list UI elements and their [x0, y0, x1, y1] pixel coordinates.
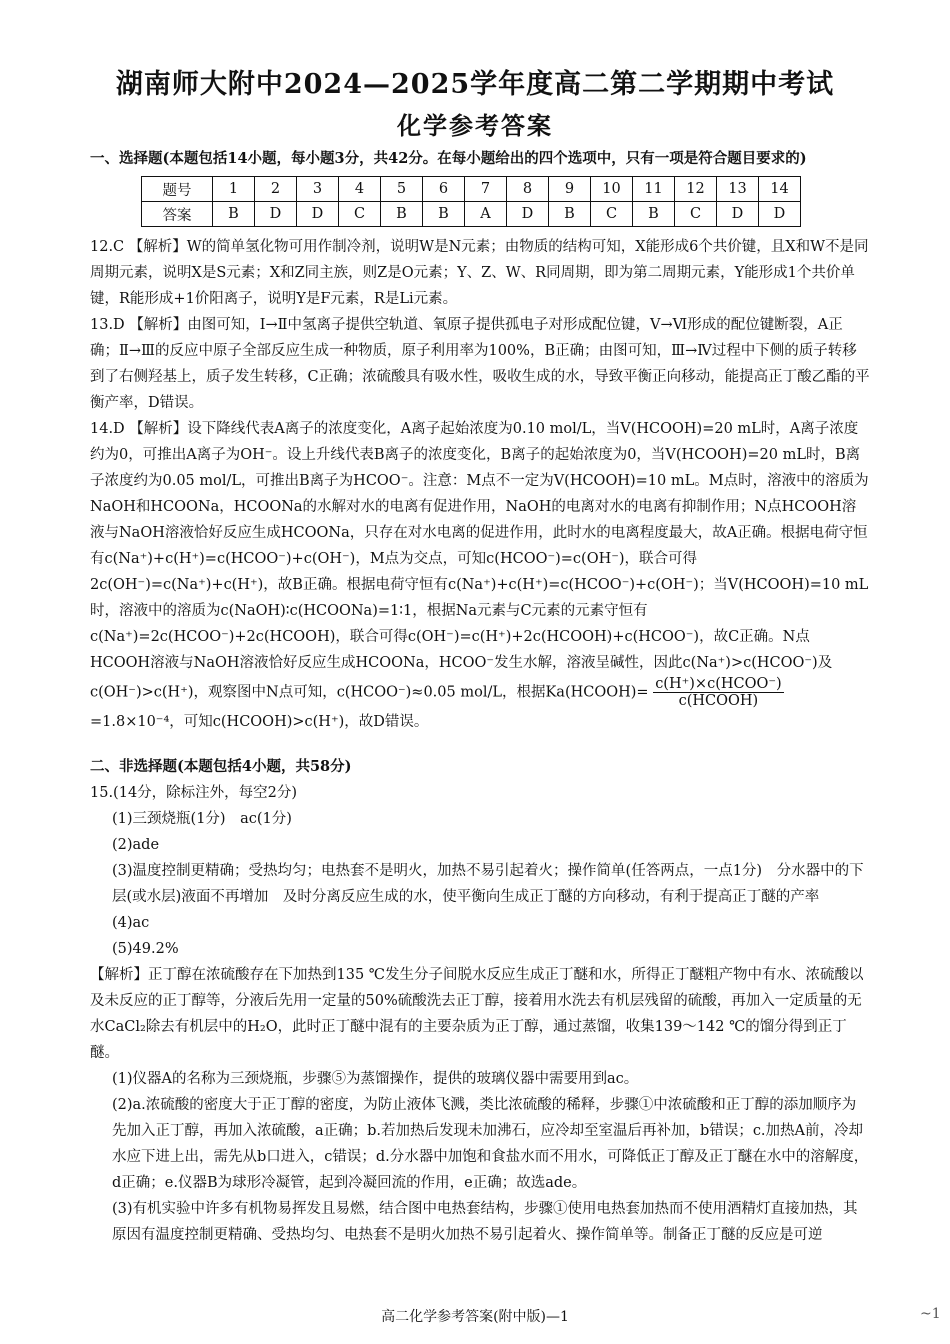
q12-explanation: 12.C 【解析】W的简单氢化物可用作制冷剂，说明W是N元素；由物质的结构可知，X能形成6个共价键，且X和W不是同周期元素，说明X是S元素；X和Z同主族，则Z是O元素；Y、Z、W、R同周期，即为第二周期元素，Y能形成1个共价单键，R能形成+1价阳离子，说明Y是F元素，R是Li元素。: [90, 239, 869, 307]
question-number-label: 题号: [142, 177, 213, 202]
q15-explanation-3: (3)有机实验中许多有机物易挥发且易燃，结合图中电热套结构，步骤①使用电热套加热而不使用酒精灯直接加热，其原因有温度控制更精确、受热均匀、电热套不是明火加热不易引起着火、操作简单等。制备正丁醚的反应是可逆: [112, 1201, 858, 1243]
fraction-denominator: c(HCOOH): [678, 693, 759, 709]
question-number: 1: [213, 177, 255, 202]
answer-cell: A: [465, 202, 507, 227]
answer-label: 答案: [142, 202, 213, 227]
answer-cell: B: [633, 202, 675, 227]
answer-cell: D: [255, 202, 297, 227]
q15-explanation-2: (2)a.浓硫酸的密度大于正丁醇的密度，为防止液体飞溅，类比浓硫酸的稀释，步骤①中浓硫酸和正丁醇的添加顺序为先加入正丁醇，再加入浓硫酸，a正确；b.若加热后发现未加沸石，应冷却至室温后再补加，b错误；c.加热A前，冷却水应下进上出，需先从b口进入，c错误；d.分水器中加饱和食盐水而不用水，可降低正丁醇及正丁醚在水中的溶解度，d正确；e.仪器B为球形冷凝管，起到冷凝回流的作用，e正确；故选ade。: [112, 1097, 869, 1191]
question-number: 13: [717, 177, 759, 202]
ka-fraction: [653, 676, 784, 709]
q15-answer-4: (4)ac: [112, 915, 150, 931]
answer-table-header-row: [142, 177, 801, 202]
page-footer: 高二化学参考答案(附中版)—1: [381, 1309, 569, 1325]
question-number: 5: [381, 177, 423, 202]
answer-cell: C: [675, 202, 717, 227]
question-number: 6: [423, 177, 465, 202]
question-number: 9: [549, 177, 591, 202]
answer-cell: B: [381, 202, 423, 227]
answer-cell: D: [507, 202, 549, 227]
answer-cell: D: [297, 202, 339, 227]
q15-answer-1: (1)三颈烧瓶(1分) ac(1分): [112, 811, 292, 827]
fraction-numerator: c(H⁺)×c(HCOO⁻): [655, 676, 782, 692]
question-number: 4: [339, 177, 381, 202]
question-number: 8: [507, 177, 549, 202]
q15-answer-5: (5)49.2%: [112, 941, 179, 957]
q15-analysis: 【解析】正丁醇在浓硫酸存在下加热到135 ℃发生分子间脱水反应生成正丁醚和水，所得正丁醚粗产物中有水、浓硫酸以及未反应的正丁醇等，分液后先用一定量的50%硫酸洗去正丁醇，接着用水洗去有机层残留的硫酸，再加入一定质量的无水CaCl₂除去有机层中的H₂O，此时正丁醚中混有的主要杂质为正丁醇，通过蒸馏，收集139～142 ℃的馏分得到正丁醚。: [90, 967, 864, 1061]
answer-table: [141, 176, 801, 227]
question-number: 14: [759, 177, 801, 202]
answer-cell: D: [717, 202, 759, 227]
q15-block: [90, 780, 870, 1248]
question-number: 7: [465, 177, 507, 202]
answer-cell: C: [339, 202, 381, 227]
answer-cell: B: [213, 202, 255, 227]
q13-explanation: 13.D 【解析】由图可知，Ⅰ→Ⅱ中氢离子提供空轨道、氧原子提供孤电子对形成配位键，Ⅴ→Ⅵ形成的配位键断裂，A正确；Ⅱ→Ⅲ的反应中原子全部反应生成一种物质，原子利用率为100%，B正确；由图可知，Ⅲ→Ⅳ过程中下侧的质子转移到了右侧羟基上，质子发生转移，C正确；浓硫酸具有吸水性，吸收生成的水，导致平衡正向移动，能提高正丁酸乙酯的平衡产率，D错误。: [90, 317, 870, 411]
question-number: 11: [633, 177, 675, 202]
question-number: 10: [591, 177, 633, 202]
question-number: 2: [255, 177, 297, 202]
answer-cell: B: [549, 202, 591, 227]
section-2-heading: 二、非选择题(本题包括4小题，共58分): [90, 758, 352, 775]
answer-cell: B: [423, 202, 465, 227]
q14-tail: =1.8×10⁻⁴，可知c(HCOOH)>c(H⁺)，故D错误。: [90, 714, 429, 730]
answer-cell: C: [591, 202, 633, 227]
section-1-heading: 一、选择题(本题包括14小题，每小题3分，共42分。在每小题给出的四个选项中，只有一项是符合题目要求的): [90, 150, 807, 167]
q15-answer-2: (2)ade: [112, 837, 160, 853]
answer-table-answer-row: [142, 202, 801, 227]
question-number: 3: [297, 177, 339, 202]
answer-cell: D: [759, 202, 801, 227]
corner-mark: ~1: [920, 1306, 941, 1322]
page-subtitle: 化学参考答案: [397, 111, 553, 140]
q15-explanation-1: (1)仪器A的名称为三颈烧瓶，步骤⑤为蒸馏操作，提供的玻璃仪器中需要用到ac。: [112, 1071, 639, 1087]
page-title: 湖南师大附中2024—2025学年度高二第二学期期中考试: [115, 69, 835, 100]
question-number: 12: [675, 177, 717, 202]
q14-explanation: [90, 416, 870, 735]
q15-heading: 15.(14分，除标注外，每空2分): [90, 785, 298, 801]
q14-text: 14.D 【解析】设下降线代表A离子的浓度变化，A离子起始浓度为0.10 mol/L，当V(HCOOH)=20 mL时，A离子浓度约为0，可推出A离子为OH⁻。设上升线代表B离子的浓度变化，B离子的起始浓度为0，当V(HCOOH)=20 mL时，B离子浓度约为0.05 mol/L，可推出B离子为HCOO⁻。注意：M点不一定为V(HCOOH)=10 mL。M点时，溶液中的溶质为NaOH和HCOONa，HCOONa的水解对水的电离有促进作用，NaOH的电离对水的电离有抑制作用；N点HCOOH溶液与NaOH溶液恰好反应生成HCOONa，只存在对水电离的促进作用，此时水的电离程度最大，故A正确。根据电荷守恒有c(Na⁺)+c(H⁺)=c(HCOO⁻)+c(OH⁻)，M点为交点，可知c(HCOO⁻)=c(OH⁻)，联合可得2c(OH⁻)=c(Na⁺)+c(H⁺)，故B正确。根据电荷守恒有c(Na⁺)+c(H⁺)=c(HCOO⁻)+c(OH⁻)；当V(HCOOH)=10 mL时，溶液中的溶质为c(NaOH)∶c(HCOONa)=1∶1，根据Na元素与C元素的元素守恒有c(Na⁺)=2c(HCOO⁻)+2c(HCOOH)，联合可得c(OH⁻)=c(H⁺)+2c(HCOOH)+c(HCOO⁻)，故C正确。N点HCOOH溶液与NaOH溶液恰好反应生成HCOONa，HCOO⁻发生水解，溶液呈碱性，因此c(Na⁺)>c(HCOO⁻)及c(OH⁻)>c(H⁺)，观察图中N点可知，c(HCOO⁻)≈0.05 mol/L，根据Ka(HCOOH)=: [90, 421, 869, 701]
q15-answer-3: (3)温度控制更精确；受热均匀；电热套不是明火，加热不易引起着火；操作简单(任答两点，一点1分) 分水器中的下层(或水层)液面不再增加 及时分离反应生成的水，使平衡向生成正丁醚的方向移动，有利于提高正丁醚的产率: [112, 863, 864, 905]
